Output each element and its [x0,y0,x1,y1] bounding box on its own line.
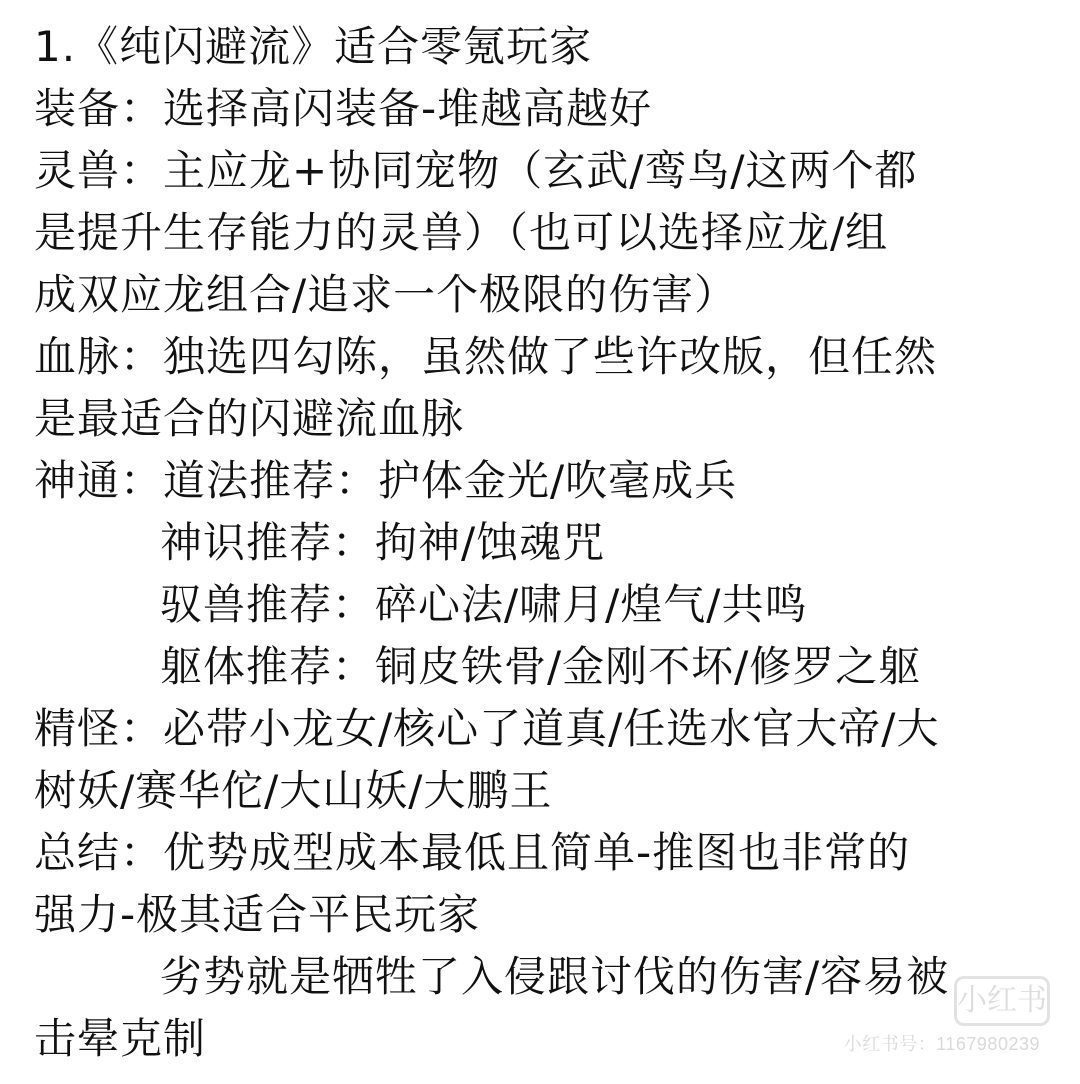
text-line: 装备：选择高闪装备-堆越高越好 [34,84,653,133]
text-line: 血脉：独选四勾陈，虽然做了些许改版，但任然 [34,332,938,381]
text-line: 1.《纯闪避流》适合零氪玩家 [34,22,593,71]
text-line: 驭兽推荐：碎心法/啸月/煌气/共鸣 [160,580,808,629]
document-body [34,16,1064,1070]
text-line: 击晕克制 [34,1014,207,1063]
text-line: 是最适合的闪避流血脉 [34,394,465,443]
text-line: 精怪：必带小龙女/核心了道真/任选水官大帝/大 [34,704,940,753]
watermark-logo: 小红书 [954,976,1050,1026]
text-line: 成双应龙组合/追求一个极限的伤害） [34,270,738,319]
watermark-id: 小红书号：1167980239 [843,1034,1040,1054]
text-line: 躯体推荐：铜皮铁骨/金刚不坏/修罗之躯 [160,642,922,691]
text-line: 树妖/赛华佗/大山妖/大鹏王 [34,766,553,815]
text-line: 劣势就是牺牲了入侵跟讨伐的伤害/容易被 [160,952,950,1001]
text-line: 灵兽：主应龙+协同宠物（玄武/鸾鸟/这两个都 [34,146,918,195]
text-line: 神识推荐：拘神/蚀魂咒 [160,518,606,567]
watermark [844,1030,1040,1056]
text-line: 总结：优势成型成本最低且简单-推图也非常的 [34,828,911,877]
text-line: 强力-极其适合平民玩家 [34,890,481,939]
text-line: 神通：道法推荐：护体金光/吹毫成兵 [34,456,738,505]
text-line: 是提升生存能力的灵兽）（也可以选择应龙/组 [34,208,889,257]
